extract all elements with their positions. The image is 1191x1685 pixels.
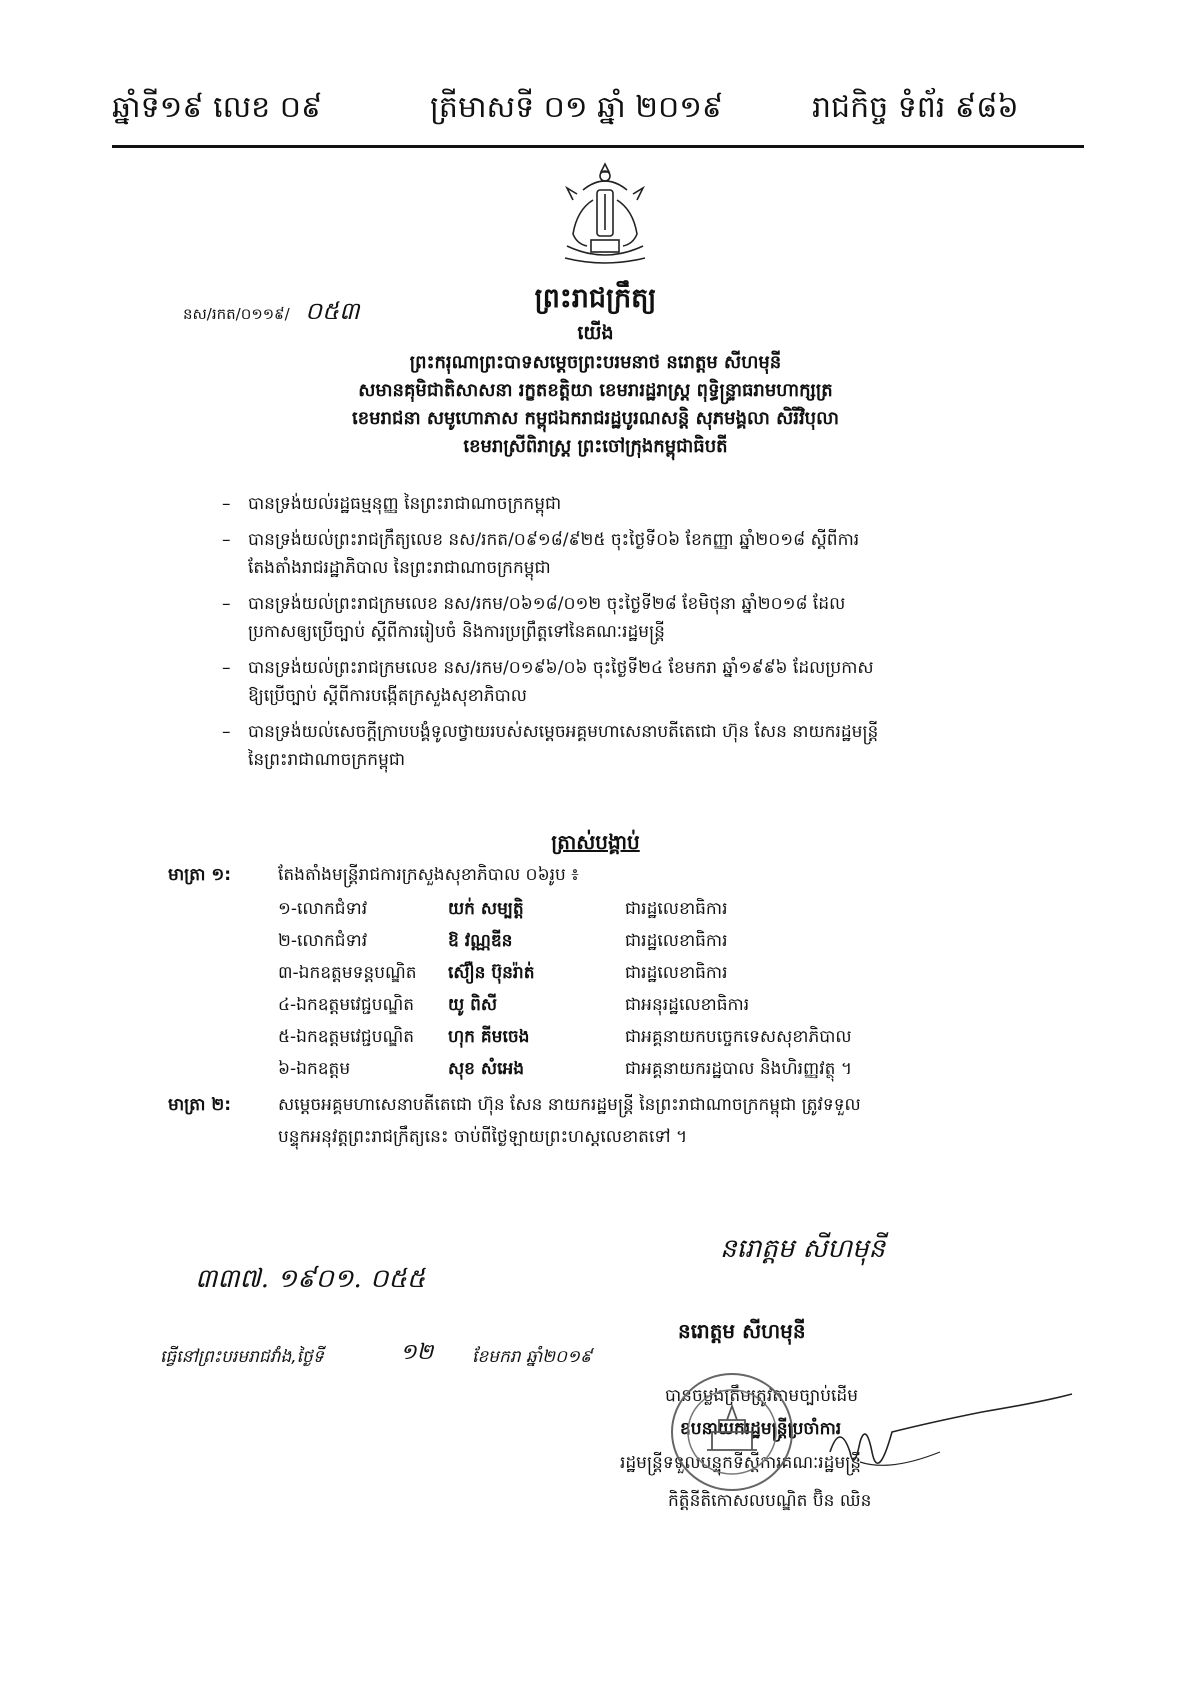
appointee-position: ជាអនុរដ្ឋលេខាធិការ: [625, 995, 750, 1015]
appointee-rank: ៦-ឯកឧត្តម: [278, 1059, 351, 1079]
appointee-rank: ៥-ឯកឧត្តមវេជ្ជបណ្ឌិត: [278, 1027, 415, 1047]
handwritten-registry-ref: ៣៣៧. ១៩០១. ០៥៥: [195, 1264, 426, 1294]
appointee-rank: ៣-ឯកឧត្តមទន្តបណ្ឌិត: [278, 963, 417, 983]
article-1-text: តែងតាំងមន្ត្រីរាជការក្រសួងសុខាភិបាល ០៦រូប ៖: [278, 865, 579, 885]
royal-emblem-icon: [553, 160, 658, 268]
appointee-position: ជារដ្ឋលេខាធិការ: [625, 931, 728, 951]
appointee-rank: ១-លោកជំទាវ: [278, 899, 368, 919]
reference-number: នស/រកត/០១១៩/: [183, 305, 290, 323]
royal-title-line-2: សមានគុមិជាតិសាសនា រក្ខតខត្តិយា ខេមរារដ្ឋរាស្ត្រ ពុទ្ធិន្ទ្រាធរាមហាក្សត្រ: [358, 380, 833, 401]
appointee-position: ជារដ្ឋលេខាធិការ: [625, 899, 728, 919]
visa-line: បានទ្រង់យល់ព្រះរាជក្រមលេខ នស/រកម/០១៩៦/០៦ ចុះថ្ងៃទី២៤ ខែមករា ឆ្នាំ១៩៩៦ ដែលប្រកាស: [248, 658, 874, 678]
appointee-name: សុខ សំអេង: [448, 1059, 525, 1079]
visa-line: ឱ្យប្រើច្បាប់ ស្តីពីការបង្កើតក្រសួងសុខាភិបាល: [248, 686, 527, 706]
appointee-name: ហុក គីមចេង: [448, 1027, 530, 1047]
appointee-rank: ៤-ឯកឧត្តមវេជ្ជបណ្ឌិត: [278, 995, 415, 1015]
visa-line: តែងតាំងរាជរដ្ឋាភិបាល នៃព្រះរាជាណាចក្រកម្ពុជា: [248, 558, 551, 578]
visa-item: – បានទ្រង់យល់សេចក្តីក្រាបបង្គំទូលថ្វាយរបស់សម្តេចអគ្គមហាសេនាបតីតេជោ ហ៊ុន សែន នាយករដ្ឋមន្ត្រី នៃព្រះរាជាណាចក្រកម្ពុជា: [230, 718, 990, 774]
visa-line: បានទ្រង់យល់ព្រះរាជក្រមលេខ នស/រកម/០៦១៨/០១២ ចុះថ្ងៃទី២៨ ខែមិថុនា ឆ្នាំ២០១៨ ដែល: [248, 594, 846, 614]
visa-line: បានទ្រង់យល់រដ្ឋធម្មនុញ្ញ នៃព្រះរាជាណាចក្រកម្ពុជា: [248, 494, 562, 514]
place-date-prefix: ធ្វើនៅព្រះបរមរាជវាំង,ថ្ងៃទី: [160, 1347, 324, 1367]
gazette-year-issue: ឆ្នាំទី១៩ លេខ ០៩: [112, 90, 323, 125]
visa-line: បានទ្រង់យល់ព្រះរាជក្រឹត្យលេខ នស/រកត/០៩១៨/៩២៥ ចុះថ្ងៃទី០៦ ខែកញ្ញា ឆ្នាំ២០១៨ ស្តីពីការ: [248, 530, 860, 550]
countersign-line-1: បានចម្លងត្រឹមត្រូវតាមច្បាប់ដើម: [665, 1386, 858, 1406]
article-1-label: មាត្រា ១:: [168, 865, 232, 885]
order-heading: ត្រាស់បង្គាប់: [551, 830, 640, 854]
royal-title-line-4: ខេមរាស្រីពិរាស្ត្រ ព្រះចៅក្រុងកម្ពុជាធិបតី: [463, 436, 728, 457]
signatory-name: នរោត្តម សីហមុនី: [678, 1319, 806, 1343]
gazette-page: រាជកិច្ច ទំព័រ ៩៨៦: [812, 90, 1019, 125]
royal-title-line-3: ខេមរាជនា សមូហោភាស កម្ពុជឯករាជរដ្ឋបូរណសន្តិ សុភមង្គលា សិរីវិបុលា: [352, 408, 839, 429]
reference-handwritten: ០៥៣: [305, 297, 360, 325]
place-date-month-year: ខែមករា ឆ្នាំ២០១៩: [472, 1347, 592, 1367]
gazette-date: ត្រីមាសទី ០១ ឆ្នាំ ២០១៩: [430, 90, 724, 125]
visa-item: – បានទ្រង់យល់ព្រះរាជក្រមលេខ នស/រកម/០៦១៨/០១២ ចុះថ្ងៃទី២៨ ខែមិថុនា ឆ្នាំ២០១៨ ដែល ប្រកាសឲ្យប្រើច្បាប់ ស្តីពីការរៀបចំ និងការប្រព្រឹត្តទៅនៃគណៈរដ្ឋមន្ត្រី: [230, 590, 990, 646]
appointee-rank: ២-លោកជំទាវ: [278, 931, 368, 951]
place-date-day: ១២: [400, 1340, 434, 1365]
countersign-line-3: រដ្ឋមន្ត្រីទទួលបន្ទុកទីស្តីការគណៈរដ្ឋមន្ត្រី: [620, 1453, 862, 1473]
we-heading: យើង: [577, 322, 614, 344]
article-2-line-1: សម្តេចអគ្គមហាសេនាបតីតេជោ ហ៊ុន សែន នាយករដ្ឋមន្ត្រី នៃព្រះរាជាណាចក្រកម្ពុជា ត្រូវទទួល: [278, 1095, 861, 1115]
appointee-position: ជារដ្ឋលេខាធិការ: [625, 963, 728, 983]
visa-line: ប្រកាសឲ្យប្រើច្បាប់ ស្តីពីការរៀបចំ និងការប្រព្រឹត្តទៅនៃគណៈរដ្ឋមន្ត្រី: [248, 622, 665, 642]
header-rule: [112, 145, 1084, 148]
visa-item: – បានទ្រង់យល់ព្រះរាជក្រឹត្យលេខ នស/រកត/០៩១៨/៩២៥ ចុះថ្ងៃទី០៦ ខែកញ្ញា ឆ្នាំ២០១៨ ស្តីពីការ តែងតាំងរាជរដ្ឋាភិបាល នៃព្រះរាជាណាចក្រកម្ពុជា: [230, 526, 990, 582]
appointee-name: យូ ពិសី: [448, 995, 498, 1015]
visa-item: – បានទ្រង់យល់ព្រះរាជក្រមលេខ នស/រកម/០១៩៦/០៦ ចុះថ្ងៃទី២៤ ខែមករា ឆ្នាំ១៩៩៦ ដែលប្រកាស ឱ្យប្រើច្បាប់ ស្តីពីការបង្កើតក្រសួងសុខាភិបាល: [230, 654, 990, 710]
document-title: ព្រះរាជក្រឹត្យ: [534, 283, 657, 314]
appointee-name: យក់ សម្បត្តិ: [448, 899, 524, 919]
visa-line: នៃព្រះរាជាណាចក្រកម្ពុជា: [248, 750, 406, 770]
royal-title-line-1: ព្រះករុណាព្រះបាទសម្តេចព្រះបរមនាថ នរោត្តម សីហមុនី: [409, 352, 782, 373]
appointee-name: ឱ វណ្ណឌីន: [448, 931, 513, 951]
appointee-name: ស៊ឿន ប៊ុនរ៉ាត់: [448, 963, 535, 983]
visa-item: – បានទ្រង់យល់រដ្ឋធម្មនុញ្ញ នៃព្រះរាជាណាចក្រកម្ពុជា: [230, 490, 990, 518]
countersign-name: កិត្តិនីតិកោសលបណ្ឌិត ប៊ិន ឈិន: [668, 1491, 872, 1511]
royal-signature: នរោត្តម សីហមុនី: [720, 1234, 886, 1264]
visa-line: បានទ្រង់យល់សេចក្តីក្រាបបង្គំទូលថ្វាយរបស់សម្តេចអគ្គមហាសេនាបតីតេជោ ហ៊ុន សែន នាយករដ្ឋមន្ត្រី: [248, 722, 879, 742]
appointee-position: ជាអគ្គនាយកបច្ចេកទេសសុខាភិបាល: [625, 1027, 852, 1047]
countersign-line-2: ឧបនាយករដ្ឋមន្ត្រីប្រចាំការ: [680, 1419, 842, 1439]
article-2-line-2: បន្ទុកអនុវត្តព្រះរាជក្រឹត្យនេះ ចាប់ពីថ្ងៃឡាយព្រះហស្តលេខាតទៅ ។: [278, 1127, 688, 1147]
official-seal-icon: [667, 1370, 797, 1495]
article-2-label: មាត្រា ២:: [168, 1095, 232, 1115]
appointee-position: ជាអគ្គនាយករដ្ឋបាល និងហិរញ្ញវត្ថុ ។: [625, 1059, 853, 1079]
